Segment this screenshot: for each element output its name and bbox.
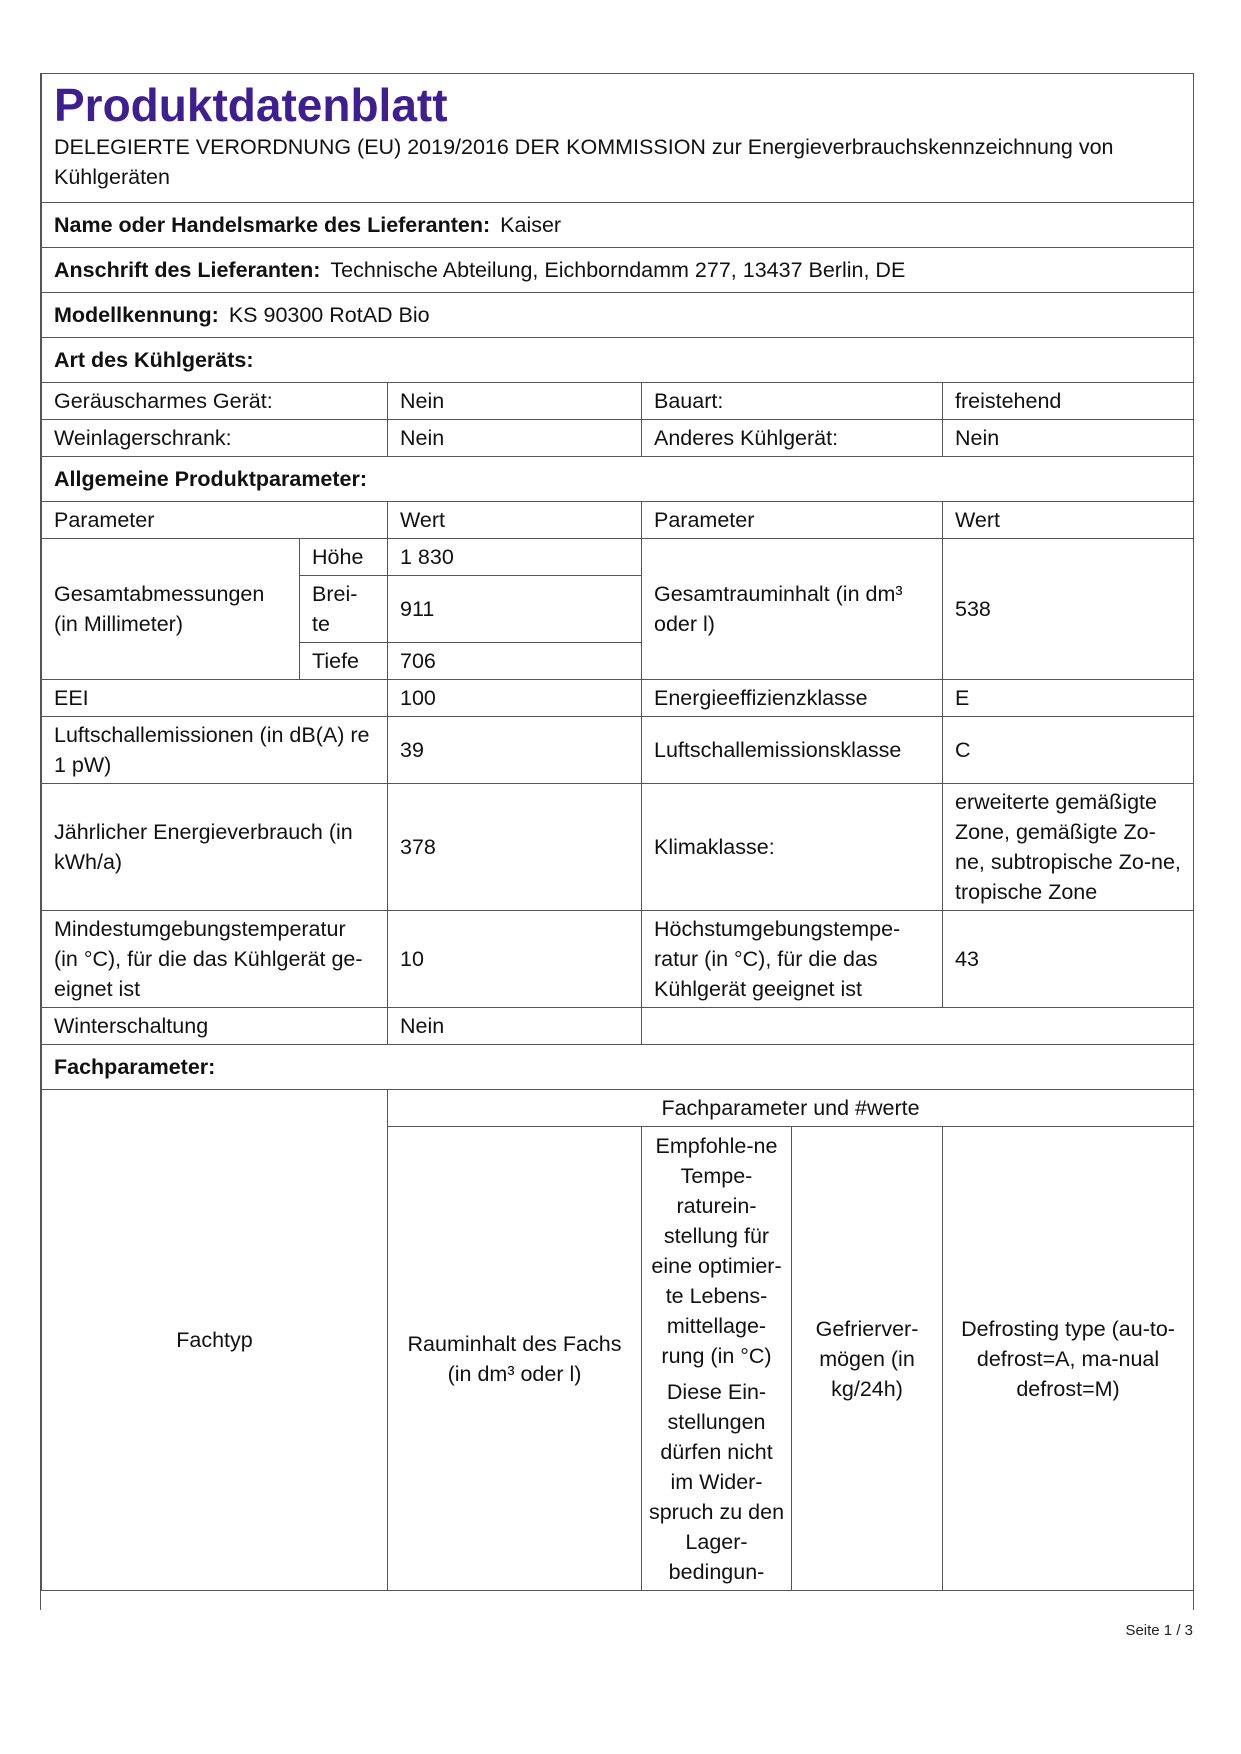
total-volume-value: 538 [943, 539, 1194, 680]
eei-row [42, 680, 1194, 717]
winter-mode-label: Winterschaltung [42, 1008, 388, 1045]
climate-class-label: Klimaklasse: [642, 784, 943, 911]
compartment-volume-header: Rauminhalt des Fachs (in dm³ oder l) [388, 1127, 642, 1591]
supplier-name-value: Kaiser [500, 213, 562, 237]
recommended-temp-header [642, 1127, 792, 1591]
annual-energy-value: 378 [388, 784, 642, 911]
appliance-type-row [42, 420, 1194, 457]
freezing-capacity-header: Gefrierver-mögen (in kg/24h) [792, 1127, 943, 1591]
winter-mode-row [42, 1008, 1194, 1045]
model-value: KS 90300 RotAD Bio [228, 303, 430, 327]
supplier-address-row [42, 248, 1194, 293]
supplier-name-row [42, 203, 1194, 248]
design-type-value: freistehend [943, 383, 1194, 420]
annual-energy-label: Jährlicher Energieverbrauch (in kWh/a) [42, 784, 388, 911]
winter-mode-value: Nein [388, 1008, 642, 1045]
supplier-address-cell [42, 248, 1194, 293]
compartment-parameters-heading: Fachparameter: [42, 1045, 1194, 1090]
design-type-label: Bauart: [642, 383, 943, 420]
max-ambient-temp-label: Höchstumgebungstempe-ratur (in °C), für die das Kühlgerät geeignet ist [642, 911, 943, 1008]
page-title: Produktdatenblatt [54, 79, 448, 131]
wine-storage-value: Nein [388, 420, 642, 457]
width-value: 911 [388, 576, 642, 643]
supplier-address-label: Anschrift des Lieferanten: [54, 258, 321, 282]
total-volume-label: Gesamtrauminhalt (in dm³ oder l) [642, 539, 943, 680]
appliance-type-heading-row [42, 338, 1194, 383]
compartment-type-header: Fachtyp [42, 1090, 388, 1591]
general-heading-row [42, 457, 1194, 502]
general-parameters-heading: Allgemeine Produktparameter: [42, 457, 1194, 502]
data-sheet-table [41, 74, 1194, 1591]
supplier-name-cell [42, 203, 1194, 248]
low-noise-label: Geräuscharmes Gerät: [42, 383, 388, 420]
model-label: Modellkennung: [54, 303, 219, 327]
ambient-temperature-row [42, 911, 1194, 1008]
noise-class-value: C [943, 717, 1194, 784]
recommended-temp-text: Empfohle-ne Tempe-raturein-stellung für eine optimier-te Lebens-mittellage-rung (in °C) [651, 1134, 782, 1368]
eei-value: 100 [388, 680, 642, 717]
appliance-type-row [42, 383, 1194, 420]
annual-energy-row [42, 784, 1194, 911]
column-header-value: Wert [388, 502, 642, 539]
regulation-subtitle: DELEGIERTE VERORDNUNG (EU) 2019/2016 DER KOMMISSION zur Energieverbrauchskennzeichnung von Kühlgeräten [54, 135, 1114, 189]
wine-storage-label: Weinlagerschrank: [42, 420, 388, 457]
product-data-sheet [40, 73, 1194, 1610]
empty-cell [642, 1008, 1194, 1045]
other-appliance-label: Anderes Kühlgerät: [642, 420, 943, 457]
header-cell [42, 74, 1194, 203]
model-row [42, 293, 1194, 338]
column-header-value: Wert [943, 502, 1194, 539]
supplier-name-label: Name oder Handelsmarke des Lieferanten: [54, 213, 491, 237]
width-label: Brei-te [300, 576, 388, 643]
noise-class-label: Luftschallemissionsklasse [642, 717, 943, 784]
model-cell [42, 293, 1194, 338]
header-row [42, 74, 1194, 203]
energy-class-value: E [943, 680, 1194, 717]
column-header-row [42, 502, 1194, 539]
supplier-address-value: Technische Abteilung, Eichborndamm 277, 13437 Berlin, DE [330, 258, 906, 282]
climate-class-value: erweiterte gemäßigte Zone, gemäßigte Zo-ne, subtropische Zo-ne, tropische Zone [943, 784, 1194, 911]
noise-emission-value: 39 [388, 717, 642, 784]
column-header-parameter: Parameter [642, 502, 943, 539]
min-ambient-temp-value: 10 [388, 911, 642, 1008]
page-number: Seite 1 / 3 [1125, 1622, 1193, 1639]
other-appliance-value: Nein [943, 420, 1194, 457]
low-noise-value: Nein [388, 383, 642, 420]
dimensions-label: Gesamtabmessungen (in Millimeter) [42, 539, 300, 680]
dimensions-row [42, 539, 1194, 576]
depth-label: Tiefe [300, 643, 388, 680]
compartment-header-row [42, 1090, 1194, 1127]
defrost-type-header: Defrosting type (au-to-defrost=A, ma-nual defrost=M) [943, 1127, 1194, 1591]
min-ambient-temp-label: Mindestumgebungstemperatur (in °C), für die das Kühlgerät ge-eignet ist [42, 911, 388, 1008]
compartment-heading-row [42, 1045, 1194, 1090]
eei-label: EEI [42, 680, 388, 717]
noise-row [42, 717, 1194, 784]
column-header-parameter: Parameter [42, 502, 388, 539]
max-ambient-temp-value: 43 [943, 911, 1194, 1008]
energy-class-label: Energieeffizienzklasse [642, 680, 943, 717]
recommended-temp-note: Diese Ein-stellungen dürfen nicht im Wider-spruch zu den Lager-bedingun- [648, 1380, 785, 1584]
height-label: Höhe [300, 539, 388, 576]
height-value: 1 830 [388, 539, 642, 576]
noise-emission-label: Luftschallemissionen (in dB(A) re 1 pW) [42, 717, 388, 784]
compartment-group-header: Fachparameter und #werte [388, 1090, 1194, 1127]
depth-value: 706 [388, 643, 642, 680]
appliance-type-heading: Art des Kühlgeräts: [42, 338, 1194, 383]
